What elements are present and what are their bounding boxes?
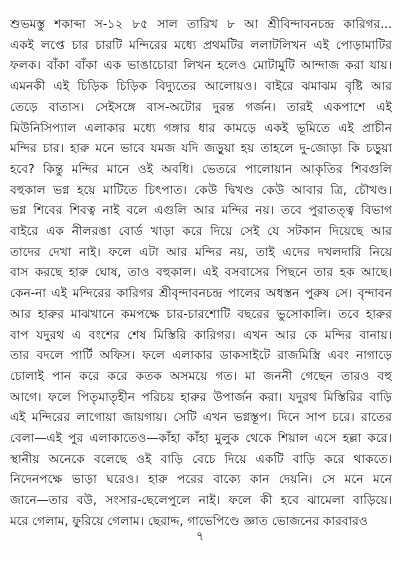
text-line: তেড়ে বাতাস। সেইসঙ্গে বাস-অটোর দুরন্ত গর্জন। তারই একপাশে এই	[10, 99, 392, 114]
text-line: এই মন্দিরের লাগোয়া জায়গায়। সেটি এখন ভগ্নস্তূপ। দিনে সাপ চরে। রাতের	[10, 410, 392, 425]
body-text	[10, 14, 392, 532]
text-line: বাপ যদুরথ এ বংশের শেষ মিস্তিরি কারিগর। এখন আর কে মন্দির বানায়।	[10, 327, 392, 342]
text-line: ফলক। বাঁকা বাঁকা এক ভাঙাচোরা লিখন হলেও মোটামুটি আন্দাজ করা যায়।	[10, 58, 392, 73]
page-number: ৭	[196, 529, 204, 543]
text-line: শুভমস্তু শকাব্দা স-১২ ৮৫ সাল তারিখ ৮ আ শ্রীবিন্দাবনচন্দ্র কারিগর...	[10, 17, 392, 31]
text-line: নিদেনপক্ষে ভাড়া ঘরেও। হারু পরের বাক্যে কান দেয়নি। সে মনে মনে	[10, 472, 392, 487]
text-line: জানে—তার বউ, সংসার-ছেলেপুলে নাই। ফলে কী হবে ঝামেলা বাড়িয়ে।	[10, 493, 392, 508]
text-line: তার বদলে পার্টি অফিস। ফলে এলাকার ডাকসাইটে রাজমিস্ত্রি এবং নাগাড়ে	[10, 348, 392, 363]
text-line: বাইরে এক নীলরঙা বোর্ড খাড়া করে দিয়ে সেই যে সটকান দিয়েছে আর	[10, 224, 392, 239]
text-line: কেন-না এই মন্দিরের কারিগর শ্রীবৃন্দাবনচন্দ্র পালের অধস্তন পুরুষ সে। বৃন্দাবন	[10, 286, 392, 301]
text-line: বাস করছে হারু ঘোষ, তাও বহুকাল। এই বসবাসের পিছনে তার হক আছে।	[10, 265, 392, 280]
text-line: তাদের দেখা নাই। ফলে এটা আর মন্দির নয়, তাই এদের দখলদারি নিয়ে	[10, 244, 392, 259]
text-line: মরে গেলাম, ফুরিয়ে গেলাম। ছেরাদ্দ, গাভেপিণ্ডে জ্ঞাত ভোজনের কারবারও	[10, 513, 368, 528]
text-line: স্থানীয় অনেকে বলেছে ওই বাড়ি বেচে দিয়ে একটি বাড়ি করে থাকতে।	[10, 451, 392, 466]
text-line: চোলাই পান করে করে কতক অসময়ে গত। মা জননী গেছেন তারও বহু	[10, 368, 392, 383]
text-line: আর হারুর মাঝখানে কমপক্ষে চার-চারশোটি বছরের ভুসোকালি। তবে হারুর	[10, 306, 392, 321]
text-line: আগে। ফলে পিতৃমাতৃহীন পরিচয় হারুর উপার্জন করা। যদুরথ মিস্তিরির বাড়ি	[10, 389, 392, 404]
text-line: একই লপ্তে চার চারটি মন্দিরের মধ্যে প্রথমটির ললাটলিখন এই পোড়ামাটির	[10, 37, 392, 52]
text-line: বহুকাল ভগ্ন হয়ে মাটিতে চিৎপাত। কেউ দ্বিখণ্ড কেউ আবার ত্রি, চৌখণ্ড।	[10, 182, 392, 197]
text-line: এমনকী এই চিড়িক চিড়িক বিদ্যুতের আলোয়ও। বাইরে ঝমাঝম বৃষ্টি আর	[10, 79, 392, 94]
text-line: হবে? কিন্তু মন্দির মানে ওই অবধি। ভেতরে পালোয়ান আকৃতির শিবগুলি	[10, 161, 392, 176]
text-line: বেলা—এই পুর এলাকাতেও—কাঁহা কাঁহা মুলুক থেকে শিয়াল এসে হল্লা করে।	[10, 431, 392, 446]
text-line: ভগ্ন শিবের শিবত্ব নাই বলে এগুলি আর মন্দির নয়। তবে পুরাতত্ত্ব বিভাগ	[10, 203, 392, 218]
text-line: মন্দির চার। হারু মনে ভাবে যমজ যদি জড়ুয়া হয় তাহলে দু-জোড়া কি চড়ুয়া	[10, 141, 392, 156]
text-line: মিউনিসিপ্যাল এলাকার মধ্যে গঙ্গার ধার কামড়ে একই ভূমিতে এই প্রাচীন	[10, 120, 392, 135]
